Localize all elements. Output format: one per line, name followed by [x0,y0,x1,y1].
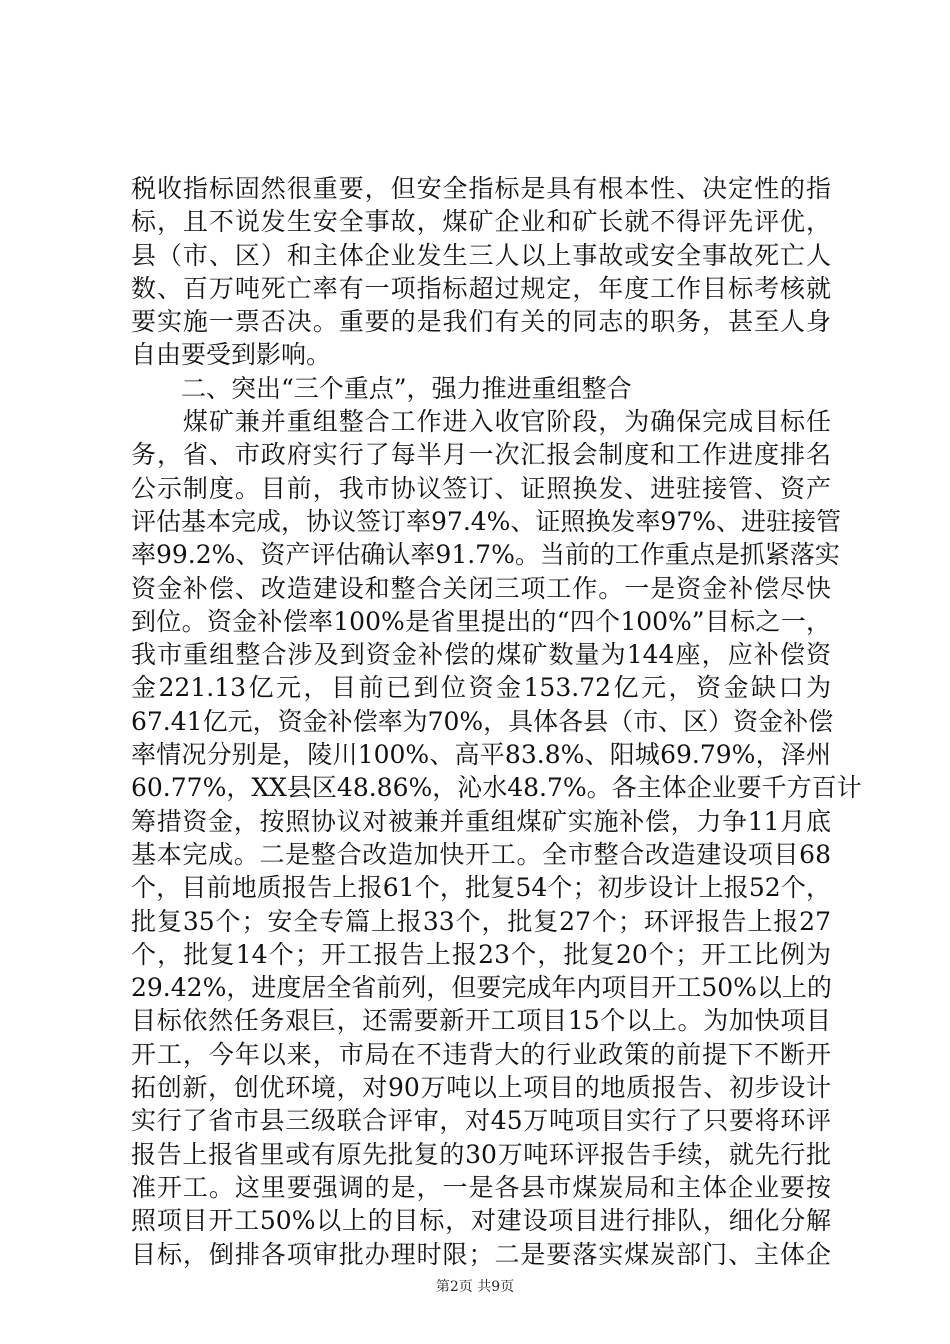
text-line: 开工，今年以来，市局在不违背大的行业政策的前提下不断开 [131,1039,831,1069]
page-footer: 第2页 共9页 [435,1279,515,1295]
text-line: 个，批复14个；开工报告上报23个，批复20个；开工比例为 [131,939,831,969]
text-line: 批复35个；安全专篇上报33个，批复27个；环评报告上报27 [131,906,831,936]
text-line: 标，且不说发生安全事故，煤矿企业和矿长就不得评先评优， [131,207,831,237]
text-line: 数、百万吨死亡率有一项指标超过规定，年度工作目标考核就 [131,273,831,303]
text-line: 评估基本完成，协议签订率97.4%、证照换发率97%、进驻接管 [131,506,841,536]
text-line: 率99.2%、资产评估确认率91.7%。当前的工作重点是抓紧落实 [131,540,840,570]
text-line: 照项目开工50%以上的目标，对建设项目进行排队，细化分解 [131,1206,831,1236]
text-line: 目标依然任务艰巨，还需要新开工项目15个以上。为加快项目 [131,1006,831,1036]
text-line: 目标，倒排各项审批办理时限；二是要落实煤炭部门、主体企 [131,1239,831,1269]
text-line: 实行了省市县三级联合评审，对45万吨项目实行了只要将环评 [131,1106,831,1136]
text-line: 二、突出“三个重点”，强力推进重组整合 [131,373,632,403]
text-line: 煤矿兼并重组整合工作进入收官阶段，为确保完成目标任 [131,407,831,437]
text-line: 公示制度。目前，我市协议签订、证照换发、进驻接管、资产 [131,473,831,503]
text-line: 到位。资金补偿率100%是省里提出的“四个100%”目标之一， [131,606,831,636]
text-line: 要实施一票否决。重要的是我们有关的同志的职务，甚至人身 [131,307,831,337]
text-line: 拓创新，创优环境，对90万吨以上项目的地质报告、初步设计 [131,1073,831,1103]
text-line: 筹措资金，按照协议对被兼并重组煤矿实施补偿，力争11月底 [131,806,831,836]
text-line: 务，省、市政府实行了每半月一次汇报会制度和工作进度排名 [131,440,831,470]
text-line: 个，目前地质报告上报61个，批复54个；初步设计上报52个， [131,873,831,903]
text-line: 税收指标固然很重要，但安全指标是具有根本性、决定性的指 [131,174,831,203]
text-line: 自由要受到影响。 [131,340,332,370]
text-line: 资金补偿、改造建设和整合关闭三项工作。一是资金补偿尽快 [131,573,831,603]
text-line: 金221.13亿元，目前已到位资金153.72亿元，资金缺口为 [131,673,831,703]
text-line: 60.77%，XX县区48.86%，沁水48.7%。各主体企业要千方百计 [131,773,862,803]
text-line: 29.42%，进度居全省前列，但要完成年内项目开工50%以上的 [131,973,832,1003]
text-line: 县（市、区）和主体企业发生三人以上事故或安全事故死亡人 [131,240,831,270]
text-line: 基本完成。二是整合改造加快开工。全市整合改造建设项目68 [131,839,831,869]
body-text [131,172,862,1271]
text-line: 率情况分别是，陵川100%、高平83.8%、阳城69.79%，泽州 [131,740,831,770]
text-line: 报告上报省里或有原先批复的30万吨环评报告手续，就先行批 [131,1139,831,1169]
text-line: 67.41亿元，资金补偿率为70%，具体各县（市、区）资金补偿 [131,706,834,736]
text-line: 准开工。这里要强调的是，一是各县市煤炭局和主体企业要按 [131,1172,831,1202]
text-line: 我市重组整合涉及到资金补偿的煤矿数量为144座，应补偿资 [131,640,831,670]
